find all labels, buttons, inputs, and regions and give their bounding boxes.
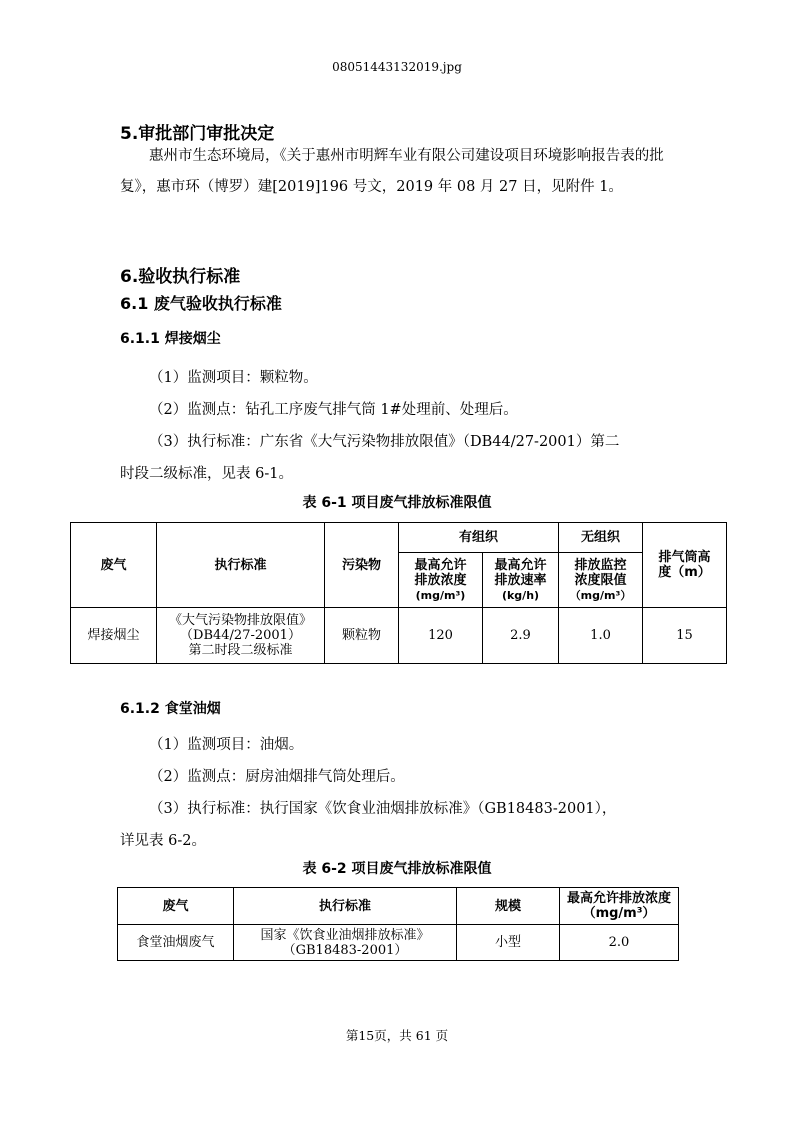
t2-cell-conc: 2.0: [560, 925, 679, 961]
t1-header-unorganized: 无组织: [559, 523, 643, 553]
section-6-1-title: 6.1 废气验收执行标准: [120, 294, 282, 313]
t1-header-organized: 有组织: [399, 523, 559, 553]
section-6-title: 6.验收执行标准: [120, 267, 241, 287]
t1-cell-monitor: 1.0: [559, 608, 643, 664]
table-6-1-caption: 表 6-1 项目废气排放标准限值: [302, 495, 492, 511]
canteen-item-1: （1）监测项目：油烟。: [149, 737, 304, 753]
section-5-title: 5.审批部门审批决定: [120, 124, 275, 144]
t2-header-standard: 执行标准: [234, 888, 457, 925]
welding-item-1: （1）监测项目：颗粒物。: [149, 370, 318, 386]
t1-cell-height: 15: [643, 608, 727, 664]
table-6-2: [117, 887, 679, 961]
t1-cell-rate: 2.9: [483, 608, 559, 664]
t2-cell-scale: 小型: [457, 925, 560, 961]
t1-header-conc: 最高允许排放浓度 (mg/m³): [399, 553, 483, 608]
t2-header-gas: 废气: [118, 888, 234, 925]
canteen-item-3: （3）执行标准：执行国家《饮食业油烟排放标准》（GB18483-2001），: [149, 801, 617, 817]
welding-item-3-cont: 时段二级标准，见表 6-1。: [120, 466, 293, 482]
t1-header-pollutant: 污染物: [325, 523, 399, 608]
table-6-2-caption: 表 6-2 项目废气排放标准限值: [302, 861, 492, 877]
t1-cell-conc: 120: [399, 608, 483, 664]
page-footer: 第15页，共 61 页: [345, 1028, 449, 1043]
t2-header-conc: 最高允许排放浓度（mg/m³）: [560, 888, 679, 925]
section-6-1-2-title: 6.1.2 食堂油烟: [120, 701, 221, 717]
canteen-item-2: （2）监测点：厨房油烟排气筒处理后。: [149, 769, 405, 785]
t1-header-rate: 最高允许排放速率 (kg/h): [483, 553, 559, 608]
t2-header-scale: 规模: [457, 888, 560, 925]
t1-header-standard: 执行标准: [157, 523, 325, 608]
t1-header-monitor: 排放监控浓度限值 （mg/m³）: [559, 553, 643, 608]
t1-cell-standard: 《大气污染物排放限值》 （DB44/27-2001） 第二时段二级标准: [157, 608, 325, 664]
section-5-paragraph: 惠州市生态环境局，《关于惠州市明辉车业有限公司建设项目环境影响报告表的批复》，惠市环（博罗）建[2019]196 号文，2019 年 08 月 27 日，见附件 1。: [120, 148, 664, 195]
t1-cell-gas: 焊接烟尘: [71, 608, 157, 664]
t2-cell-standard: 国家《饮食业油烟排放标准》 （GB18483-2001）: [234, 925, 457, 961]
section-6-1-1-title: 6.1.1 焊接烟尘: [120, 331, 221, 347]
welding-item-2: （2）监测点：钻孔工序废气排气筒 1#处理前、处理后。: [149, 402, 518, 418]
welding-item-3: （3）执行标准：广东省《大气污染物排放限值》（DB44/27-2001）第二: [149, 434, 620, 450]
t1-cell-pollutant: 颗粒物: [325, 608, 399, 664]
t1-header-height: 排气筒高度（m）: [643, 523, 727, 608]
image-filename: 08051443132019.jpg: [332, 60, 462, 74]
t1-header-gas: 废气: [71, 523, 157, 608]
canteen-item-3-cont: 详见表 6-2。: [120, 833, 206, 849]
t2-cell-gas: 食堂油烟废气: [118, 925, 234, 961]
table-6-1: [70, 522, 727, 664]
